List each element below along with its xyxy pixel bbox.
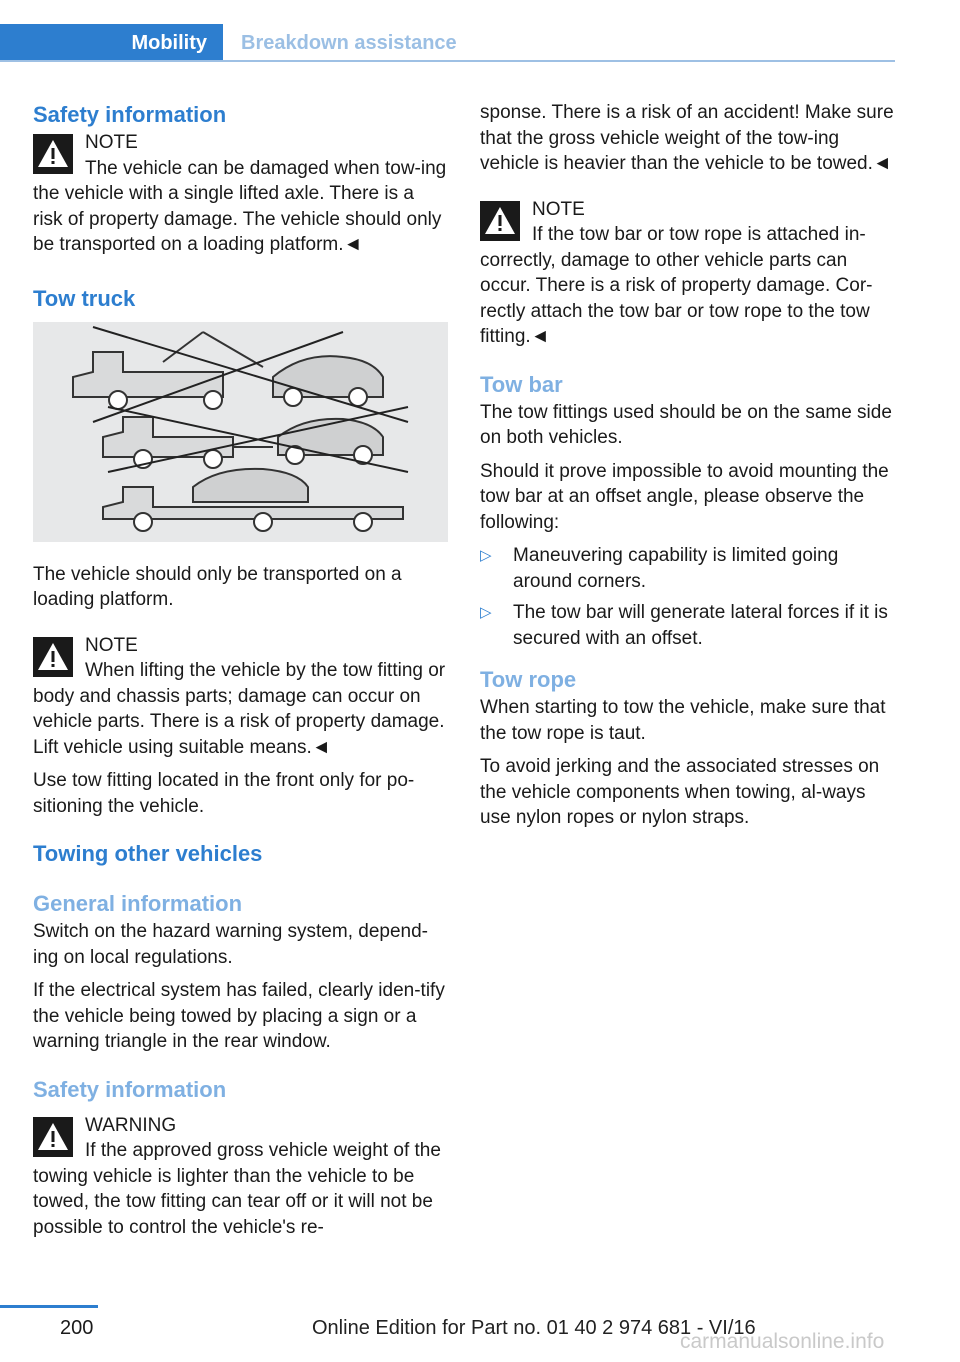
- note-label: NOTE: [532, 198, 585, 220]
- note-block: [480, 197, 895, 350]
- tab-breakdown-assistance[interactable]: Breakdown assistance: [241, 31, 457, 54]
- warning-block: [33, 1113, 448, 1241]
- triangle-bullet-icon: ▷: [480, 604, 492, 621]
- tow-truck-illustration: [33, 322, 448, 542]
- note-text: The vehicle can be damaged when tow‐ing the vehicle with a single lifted axle. There is a risk of property damage. The vehicle should only be transported on a loading platform.◄: [33, 157, 447, 255]
- warning-label: WARNING: [85, 1114, 177, 1136]
- note-block: [33, 130, 448, 258]
- tab-mobility[interactable]: Mobility: [0, 24, 223, 62]
- header-divider: [0, 60, 895, 62]
- figure-caption: The vehicle should only be transported on a loading platform.: [33, 563, 402, 610]
- general-paragraph-2: If the electrical system has failed, clearly iden‐tify the vehicle being towed by placing a sign or a warning triangle in the rear window.: [33, 980, 445, 1052]
- tow-bar-paragraph-1: The tow fittings used should be on the same side on both vehicles.: [480, 401, 892, 448]
- edition-text: Online Edition for Part no. 01 40 2 974 681 - VI/16: [312, 1317, 756, 1339]
- towing-other-vehicles-heading: Towing other vehicles: [33, 841, 263, 866]
- tow-rope-paragraph-1: When starting to tow the vehicle, make sure that the tow rope is taut.: [480, 697, 886, 744]
- right-column: [480, 100, 895, 831]
- left-column: [33, 100, 448, 1240]
- safety-information-heading: Safety information: [33, 102, 227, 127]
- tow-truck-heading: Tow truck: [33, 285, 136, 311]
- footer-divider: [0, 1305, 98, 1308]
- note-label: NOTE: [85, 634, 138, 656]
- warning-triangle-icon: [33, 1117, 73, 1157]
- note-label: NOTE: [85, 132, 138, 153]
- note-block: [33, 633, 448, 761]
- note-text: If the tow bar or tow rope is attached in‐correctly, damage to other vehicle parts can occur. There is a risk of property damage. Cor‐rectly attach the tow bar or tow rope to the tow fitting.◄: [480, 224, 873, 347]
- tow-fitting-paragraph: Use tow fitting located in the front only for po‐sitioning the vehicle.: [33, 770, 415, 817]
- warning-triangle-icon: [33, 637, 73, 677]
- page-number: 200: [60, 1317, 94, 1339]
- tow-bar-paragraph-2: Should it prove impossible to avoid mounting the tow bar at an offset angle, please observe the following:: [480, 460, 889, 533]
- note-text: When lifting the vehicle by the tow fitting or body and chassis parts; damage can occur on vehicle parts. There is a risk of property damage. Lift vehicle using suitable means.◄: [33, 660, 446, 758]
- tow-rope-paragraph-2: To avoid jerking and the associated stresses on the vehicle components when towing, al‐ways use nylon ropes or nylon straps.: [480, 756, 880, 828]
- warning-text: If the approved gross vehicle weight of the towing vehicle is lighter than the vehicle to be towed, the tow fitting can tear off or it will not be possible to control the vehicle's re‐: [33, 1140, 441, 1238]
- warning-triangle-icon: [480, 201, 520, 241]
- general-paragraph-1: Switch on the hazard warning system, depend‐ing on local regulations.: [33, 921, 428, 968]
- list-item-text: The tow bar will generate lateral forces if it is secured with an offset.: [513, 602, 888, 649]
- warning-triangle-icon: [33, 134, 73, 174]
- watermark-text: carmanualsonline.info: [680, 1330, 885, 1353]
- tow-rope-heading: Tow rope: [480, 667, 577, 692]
- tow-bar-heading: Tow bar: [480, 371, 563, 397]
- triangle-bullet-icon: ▷: [480, 547, 492, 564]
- tow-bar-bullet-list: [480, 543, 895, 651]
- list-item-text: Maneuvering capability is limited going around corners.: [513, 545, 839, 592]
- safety-information-heading-2: Safety information: [33, 1076, 227, 1102]
- warning-continuation: sponse. There is a risk of an accident! Make sure that the gross vehicle weight of the tow‐ing vehicle is heavier than the vehicle to be towed.◄: [480, 102, 894, 174]
- general-information-heading: General information: [33, 891, 243, 916]
- list-item: [480, 543, 895, 594]
- list-item: [480, 600, 895, 651]
